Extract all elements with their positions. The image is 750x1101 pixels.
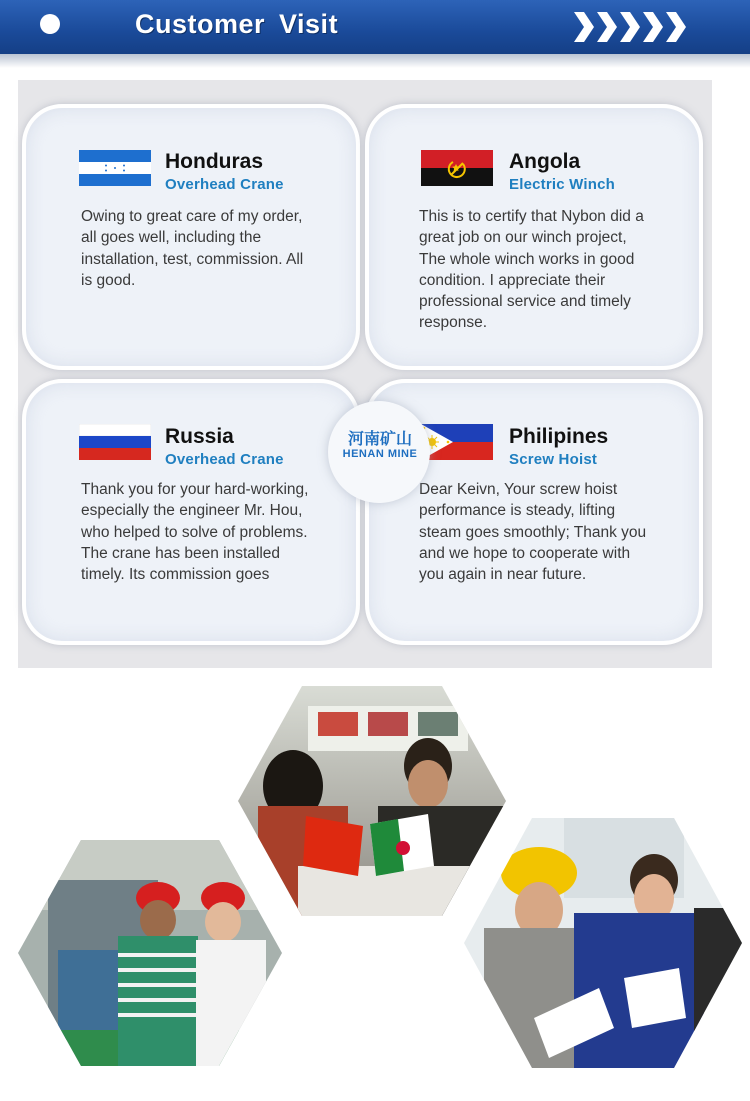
header-shadow [0,54,750,68]
page-title: Customer Visit [135,9,339,39]
product-name: Screw Hoist [509,451,598,468]
logo-english-text: HENAN MINE [342,448,418,460]
testimonial-quote: This is to certify that Nybon did a great job on our winch project, The whole winch works in good condition. I appreciate their professional service and timely response. [419,208,644,332]
testimonial-card-honduras [22,104,360,370]
country-name: Russia [165,425,234,448]
customer-photo-helmet-inspection [464,818,742,1068]
chevrons-right-icon [572,10,692,44]
customer-photo-factory-tour [18,840,282,1066]
bullet-dot-icon [40,14,60,34]
testimonial-quote: Thank you for your hard-working, especially the engineer Mr. Hou, who helped to solve of problems. The crane has been installed timely. Its commission goes [81,481,309,584]
logo-chinese-text: 河南矿山 [347,431,412,448]
russia-flag-icon [79,424,151,460]
testimonials-panel [18,80,712,668]
testimonial-quote: Dear Keivn, Your screw hoist performance is steady, lifting steam goes smoothly; Thank you and we hope to cooperate with you again in near future. [419,481,647,584]
country-name: Angola [509,150,581,173]
honduras-flag-icon [79,150,151,186]
header-banner [0,0,750,54]
country-name: Honduras [165,150,264,173]
product-name: Overhead Crane [165,451,284,468]
company-logo [340,432,420,460]
product-name: Electric Winch [509,176,616,193]
angola-flag-icon [421,150,493,186]
product-name: Overhead Crane [165,176,284,193]
testimonial-card-russia [22,379,360,645]
philippines-flag-icon [421,424,493,460]
country-name: Philipines [509,425,609,448]
testimonial-card-angola [365,104,703,370]
testimonial-quote: Owing to great care of my order, all goes well, including the installation, test, commission. All is good. [81,208,304,289]
